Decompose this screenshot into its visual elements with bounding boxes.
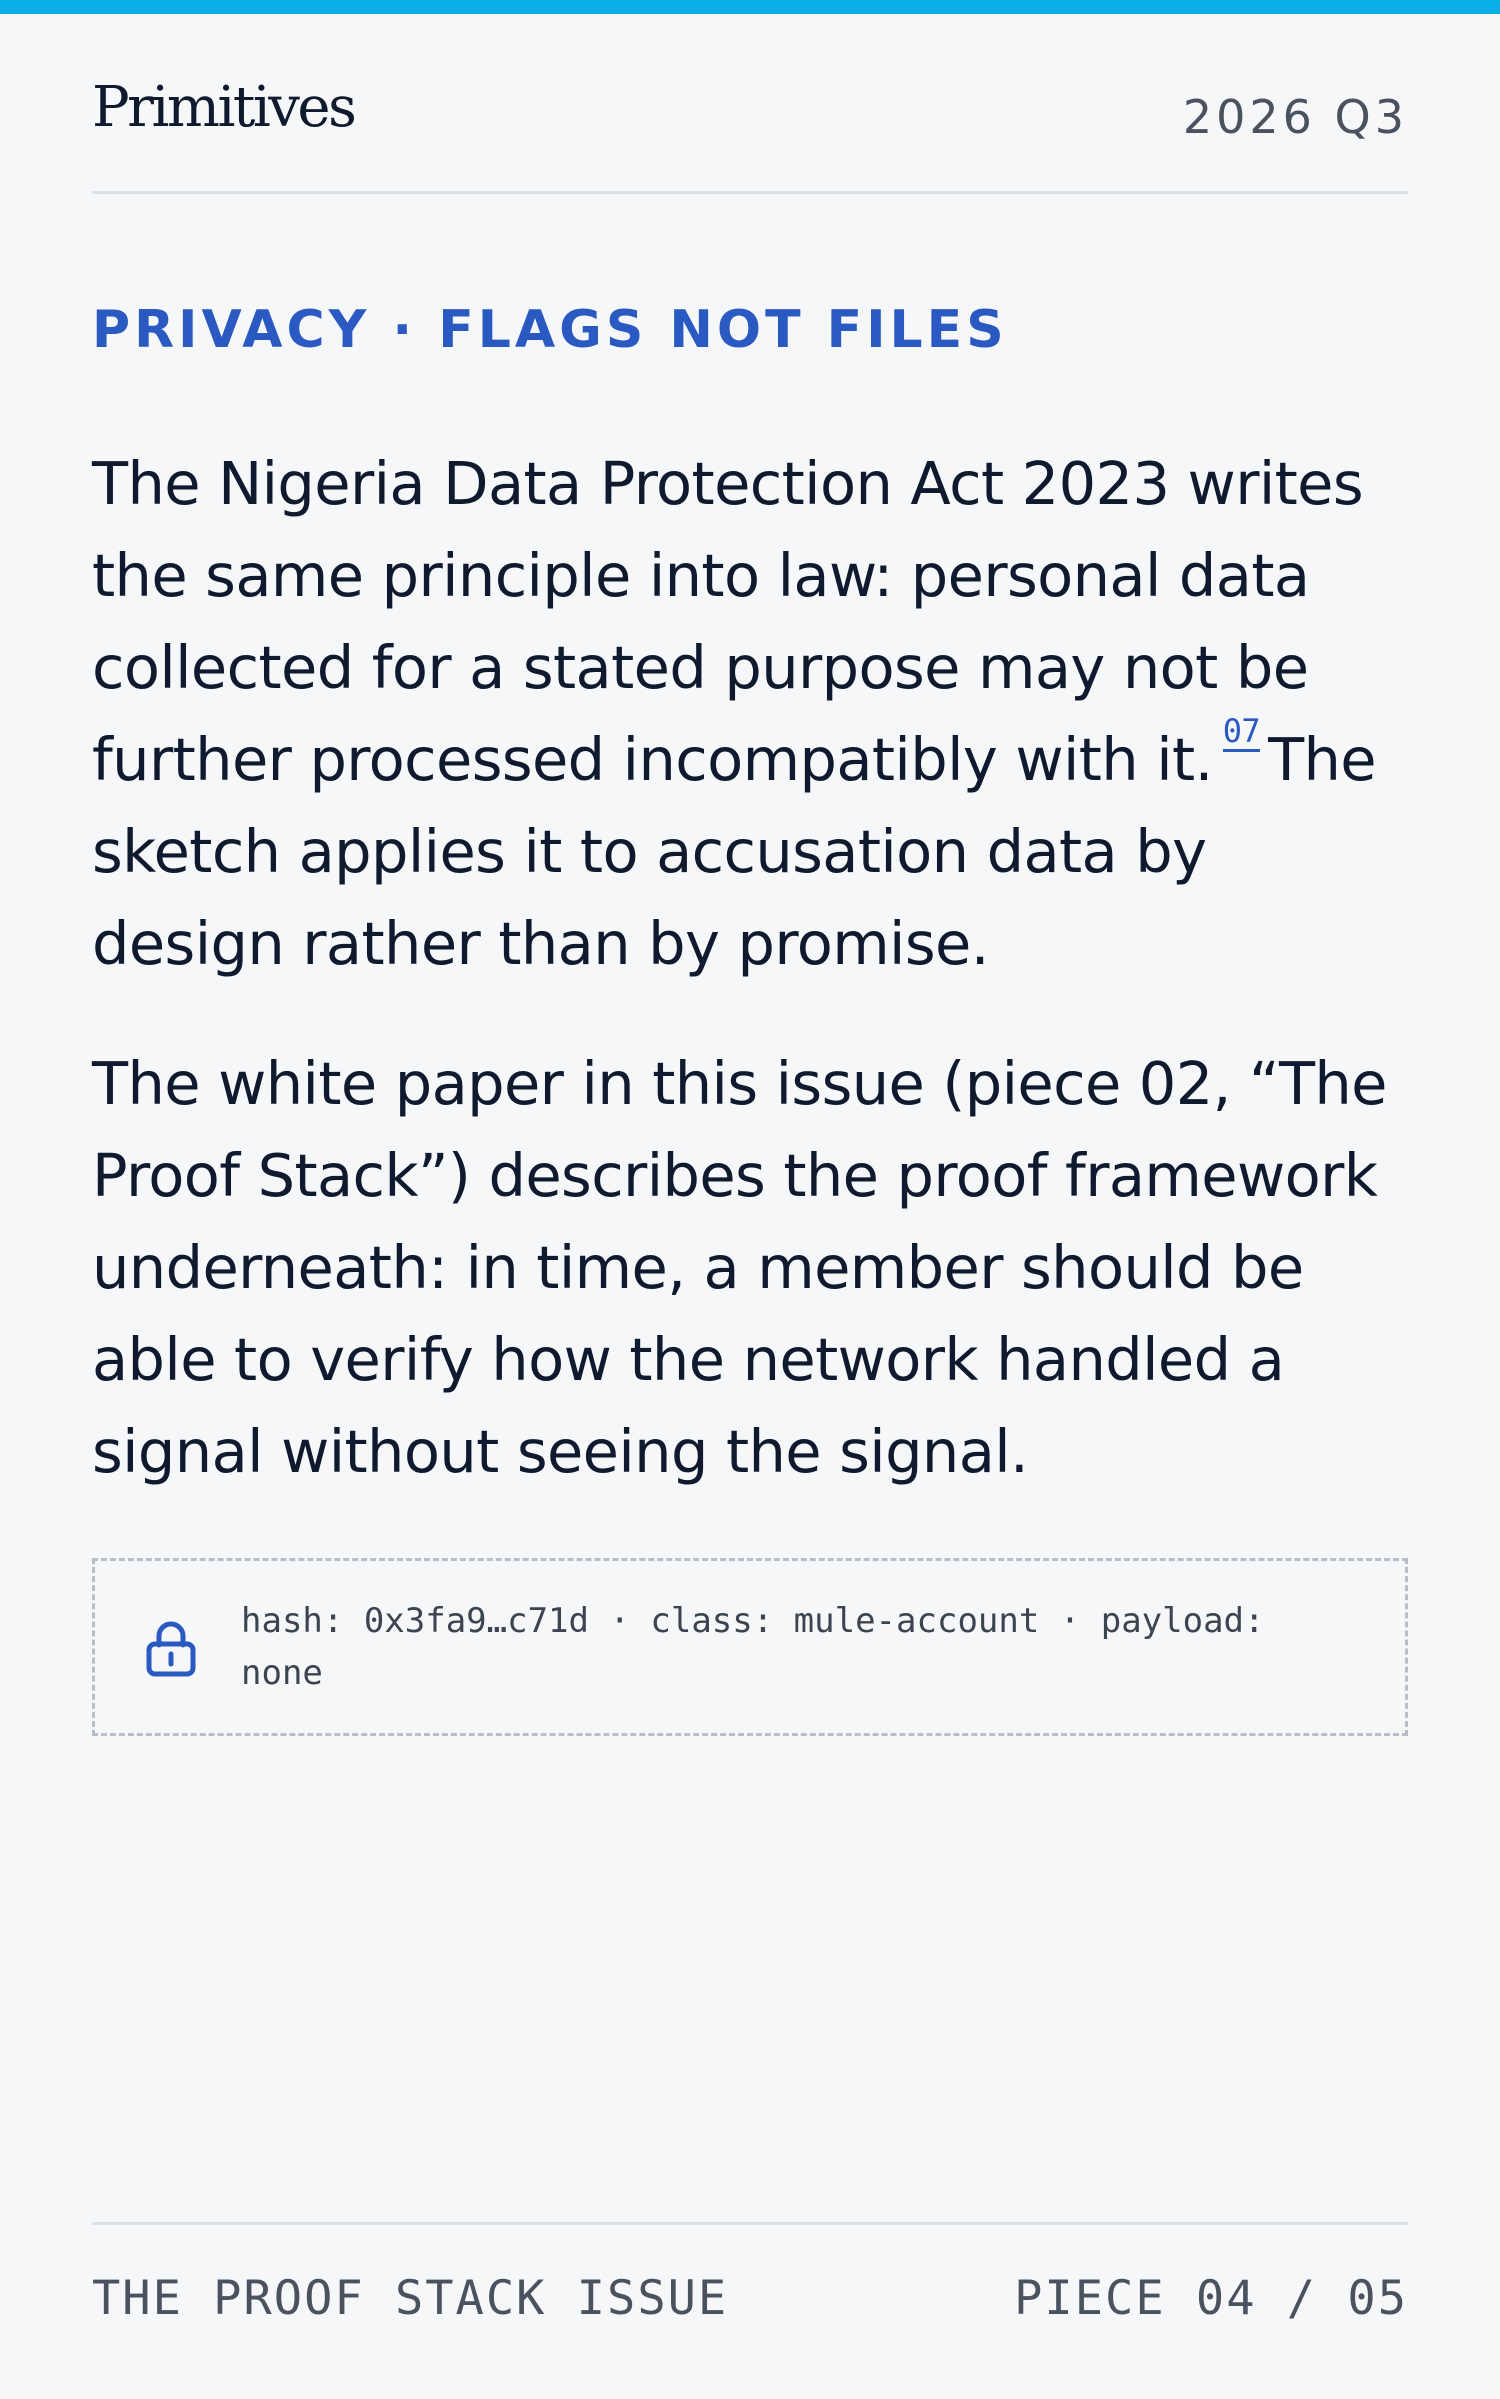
issue-date: 2026 Q3 [1182, 90, 1408, 144]
footnote-link[interactable]: 07 [1222, 712, 1261, 750]
page-header [92, 72, 1408, 194]
brand-logo[interactable]: Primitives [92, 75, 355, 140]
page-footer [92, 2222, 1408, 2332]
footer-issue-name: THE PROOF STACK ISSUE [92, 2271, 729, 2326]
body-paragraph-1-text-a: The Nigeria Data Protection Act 2023 writes the same principle into law: personal data collected for a stated purpose may not be further processed incompatibly with it. [92, 449, 1364, 794]
signal-metadata-text: hash: 0x3fa9…c71d · class: mule-account · payload: none [241, 1601, 1265, 1693]
top-accent-bar [0, 0, 1500, 14]
body-paragraph-1 [92, 438, 1412, 990]
footer-piece-counter: PIECE 04 / 05 [1014, 2271, 1408, 2326]
signal-metadata-box [92, 1558, 1408, 1736]
section-kicker: PRIVACY · FLAGS NOT FILES [92, 300, 1008, 360]
body-paragraph-2: The white paper in this issue (piece 02, “The Proof Stack”) describes the proof framework underneath: in time, a member should be able to verify how the network handled a signal without seeing the signal. [92, 1049, 1387, 1486]
body-paragraph-1-text-b: The sketch applies it to accusation data by design rather than by promise. [92, 725, 1377, 978]
lock-icon [145, 1619, 197, 1677]
